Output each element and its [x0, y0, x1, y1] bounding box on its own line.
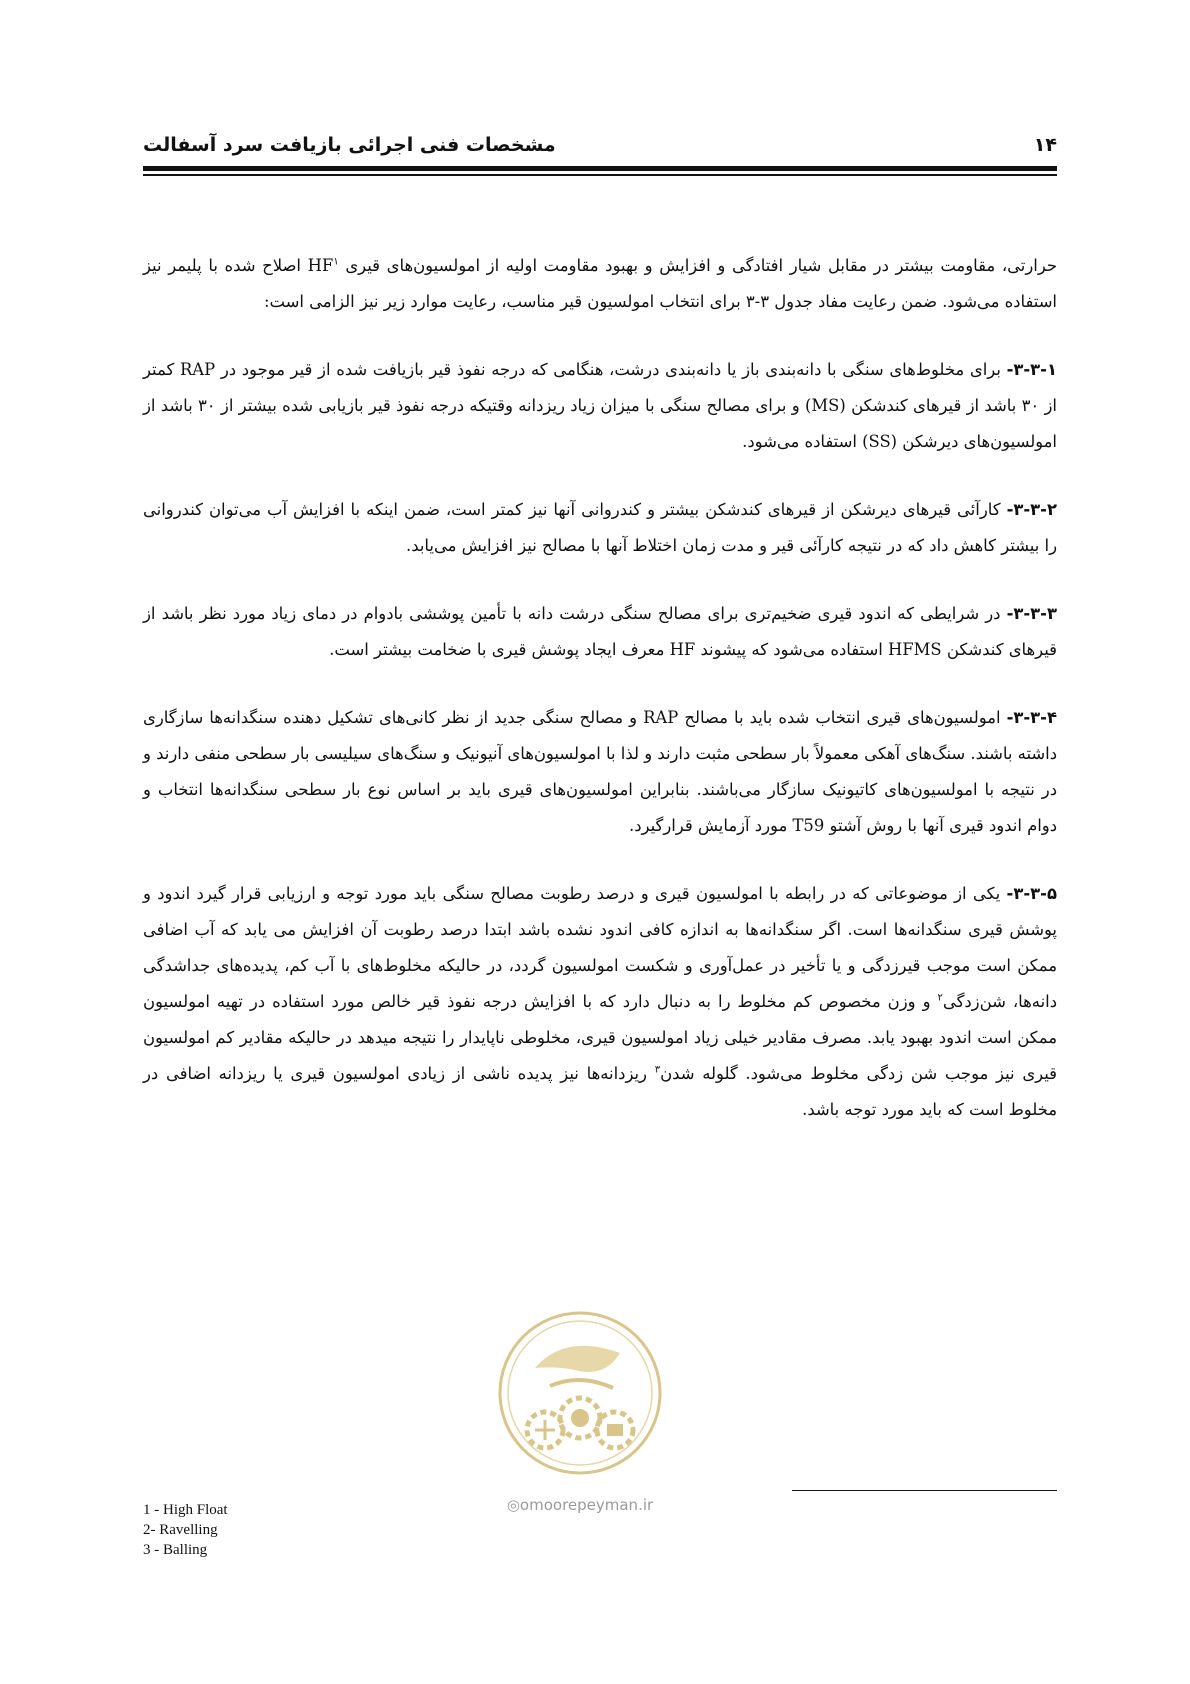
- watermark-url: ◎omoorepeyman.ir: [506, 1496, 654, 1514]
- section-paragraph: [143, 876, 1057, 1128]
- intro-paragraph: [143, 248, 1057, 320]
- section-number: ۳-۳-۳-: [1006, 604, 1057, 623]
- section-text: در شرایطی که اندود قیری ضخیم‌تری برای مصالح سنگی درشت دانه با تأمین پوششی بادوام در دمای زیاد مورد نظر باشد از قیرهای کندشکن HFMS استفاده می‌شود که پیشوند HF معرف ایجاد پوشش قیری با ضخامت بیشتر است.: [143, 604, 1057, 659]
- intro-text-2: اصلاح شده با پلیمر نیز استفاده می‌شود. ضمن رعایت مفاد جدول ۳-۳ برای انتخاب امولسیون قیر مناسب، رعایت موارد زیر نیز الزامی است:: [143, 256, 1057, 311]
- intro-text-1: حرارتی، مقاومت بیشتر در مقابل شیار افتادگی و افزایش و بهبود مقاومت اولیه از امولسیون‌های قیری HF: [307, 256, 1057, 275]
- section-paragraph: [143, 352, 1057, 460]
- section-paragraph: [143, 700, 1057, 844]
- footnote-ref-1: ۱: [333, 256, 339, 268]
- section-text: کارآئی قیرهای دیرشکن از قیرهای کندشکن بیشتر و کندروانی آنها نیز کمتر است، ضمن اینکه با افزایش آب می‌توان کندروانی را بیشتر کاهش داد که در نتیجه کارآئی قیر و مدت زمان اختلاط آنها با مصالح نیز افزایش می‌یابد.: [143, 500, 1057, 555]
- section-text-part-1: یکی از موضوعاتی که در رابطه با امولسیون قیری و درصد رطوبت مصالح سنگی باید مورد توجه و ارزیابی قرار گیرد اندود و پوشش قیری سنگدانه‌ها است. اگر سنگدانه‌ها به اندازه کافی اندود نشده باشد ابتدا درصد رطوبت آن افزایش می یابد که آب اضافی ممکن است موجب قیرزدگی و یا تأخیر در عمل‌آوری و شکست امولسیون گردد، در حالیکه مخلوط‌های با آب کم، پدیده‌های جداشدگی دانه‌ها، شن‌زدگی: [143, 884, 1057, 1011]
- header-rule-thin: [143, 174, 1057, 176]
- footnote-ref-3: ۳: [654, 1064, 661, 1076]
- section-text: برای مخلوط‌های سنگی با دانه‌بندی باز یا دانه‌بندی درشت، هنگامی که درجه نفوذ قیر بازیافت شده از قیر موجود در RAP کمتر از ۳۰ باشد از قیرهای کندشکن (MS) و برای مصالح سنگی با میزان زیاد ریزدانه وقتیکه درجه نفوذ قیر بازیابی شده بیشتر از ۳۰ باشد از امولسیون‌های دیرشکن (SS) استفاده می‌شود.: [143, 360, 1057, 451]
- page-header: [143, 128, 1057, 162]
- seal-logo-icon: [495, 1308, 665, 1478]
- section-number: ۳-۳-۲-: [1006, 500, 1057, 519]
- section-text: امولسیون‌های قیری انتخاب شده باید با مصالح RAP و مصالح سنگی جدید از نظر کانی‌های تشکیل دهنده سنگدانه‌ها سازگاری داشته باشند. سنگ‌های آهکی معمولاً بار سطحی مثبت دارند و لذا با امولسیون‌های آنیونیک و سنگ‌های سیلیسی بار سطحی منفی دارند و در نتیجه با امولسیون‌های کاتیونیک سازگار می‌باشند. بنابراین امولسیون‌های قیری باید بر اساس نوع بار سطحی سنگدانه‌ها انتخاب و دوام اندود قیری آنها با روش آشتو T59 مورد آزمایش قرارگیرد.: [143, 708, 1057, 835]
- footnote-separator: [792, 1490, 1057, 1491]
- footnotes: [143, 1500, 543, 1560]
- page-number: ۱۴: [1033, 134, 1057, 156]
- footnote-1: 1 - High Float: [143, 1502, 228, 1518]
- section-number: ۳-۳-۴-: [1006, 708, 1057, 727]
- footnote-ref-2: ۲: [937, 992, 943, 1004]
- document-body: [143, 248, 1057, 1160]
- section-paragraph: [143, 492, 1057, 564]
- section-text-part-2: و وزن مخصوص کم مخلوط را به دنبال دارد که با افزایش درجه نفوذ قیر خالص مورد استفاده در تهیه امولسیون ممکن است اندود بهبود یابد. مصرف مقادیر خیلی زیاد امولسیون قیری، مخلوطی ناپایدار را نتیجه میدهد در حالیکه مقادیر کم امولسیون قیری نیز موجب شن زدگی مخلوط می‌شود. گلوله شدن: [143, 992, 1057, 1083]
- footnote-2: 2- Ravelling: [143, 1522, 218, 1538]
- section-number: ۳-۳-۱-: [1006, 360, 1057, 379]
- section-number: ۳-۳-۵-: [1006, 884, 1057, 903]
- section-text-part-3: ریزدانه‌ها نیز پدیده ناشی از زیادی امولسیون قیری یا ریزدانه اضافی در مخلوط است که باید مورد توجه باشد.: [143, 1064, 1057, 1119]
- header-rule-thick: [143, 166, 1057, 171]
- section-paragraph: [143, 596, 1057, 668]
- footnote-3: 3 - Balling: [143, 1542, 208, 1558]
- header-title: مشخصات فنی اجرائی بازیافت سرد آسفالت: [143, 134, 556, 156]
